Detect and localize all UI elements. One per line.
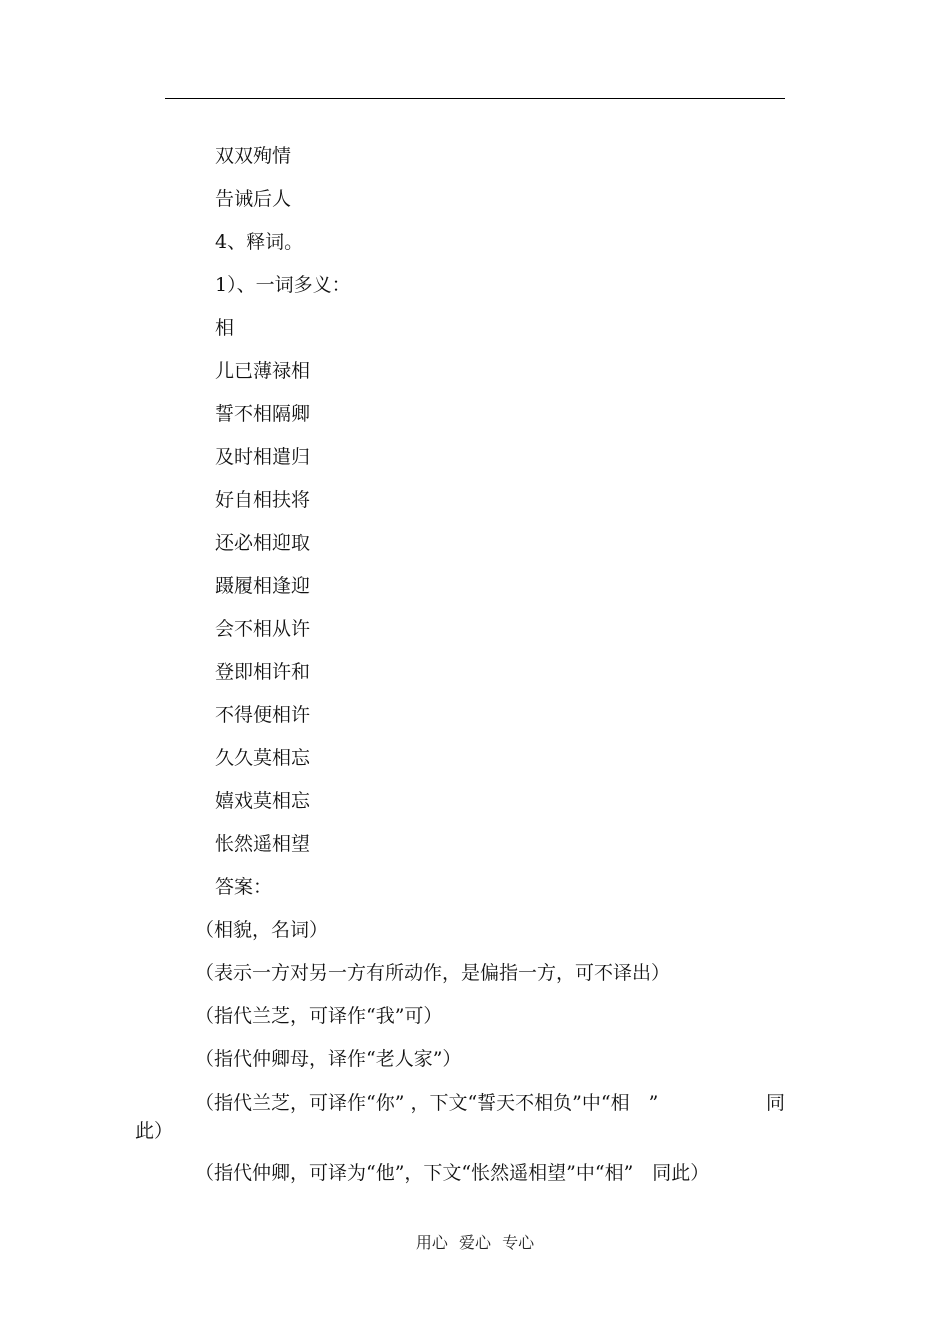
subsection-heading: 1）、一词多义： xyxy=(215,274,351,296)
example-line: 好自相扶将 xyxy=(215,489,311,511)
header-rule xyxy=(165,98,785,99)
example-line: 嬉戏莫相忘 xyxy=(215,790,311,812)
answer-wrapped xyxy=(135,1081,785,1152)
example-line: 会不相从许 xyxy=(215,618,311,640)
example-line: 怅然遥相望 xyxy=(215,833,311,855)
answer-line: （指代仲卿，可译为“他”，下文“怅然遥相望”中“相” 同此） xyxy=(195,1162,710,1184)
example-line: 及时相遣归 xyxy=(215,446,311,468)
answer-label: 答案： xyxy=(215,876,273,898)
example-line: 蹑履相逢迎 xyxy=(215,575,311,597)
answer-line: （表示一方对另一方有所动作，是偏指一方，可不译出） xyxy=(195,962,671,984)
answer-wrapped-same: 同 xyxy=(765,1092,785,1114)
answer-line: （指代兰芝，可译作“我”可） xyxy=(195,1005,443,1027)
text-line: 告诫后人 xyxy=(215,188,292,210)
keyword: 相 xyxy=(215,317,235,339)
section-heading: 4、释词。 xyxy=(215,231,304,253)
example-line: 还必相迎取 xyxy=(215,532,311,554)
example-line: 登即相许和 xyxy=(215,661,311,683)
text-line: 双双殉情 xyxy=(215,145,292,167)
answer-line: （指代仲卿母，译作“老人家”） xyxy=(195,1048,462,1070)
example-line: 久久莫相忘 xyxy=(215,747,311,769)
example-line: 不得便相许 xyxy=(215,704,311,726)
answer-line: （相貌，名词） xyxy=(195,919,329,941)
page-content xyxy=(135,135,785,1195)
answer-wrapped-tail: 此） xyxy=(135,1120,174,1142)
answer-wrapped-main: （指代兰芝，可译作“你” ，下文“誓天不相负”中“相 ” xyxy=(195,1092,659,1114)
example-line: 誓不相隔卿 xyxy=(215,403,311,425)
page-footer: 用心 爱心 专心 xyxy=(415,1233,535,1252)
example-line: 儿已薄禄相 xyxy=(215,360,311,382)
